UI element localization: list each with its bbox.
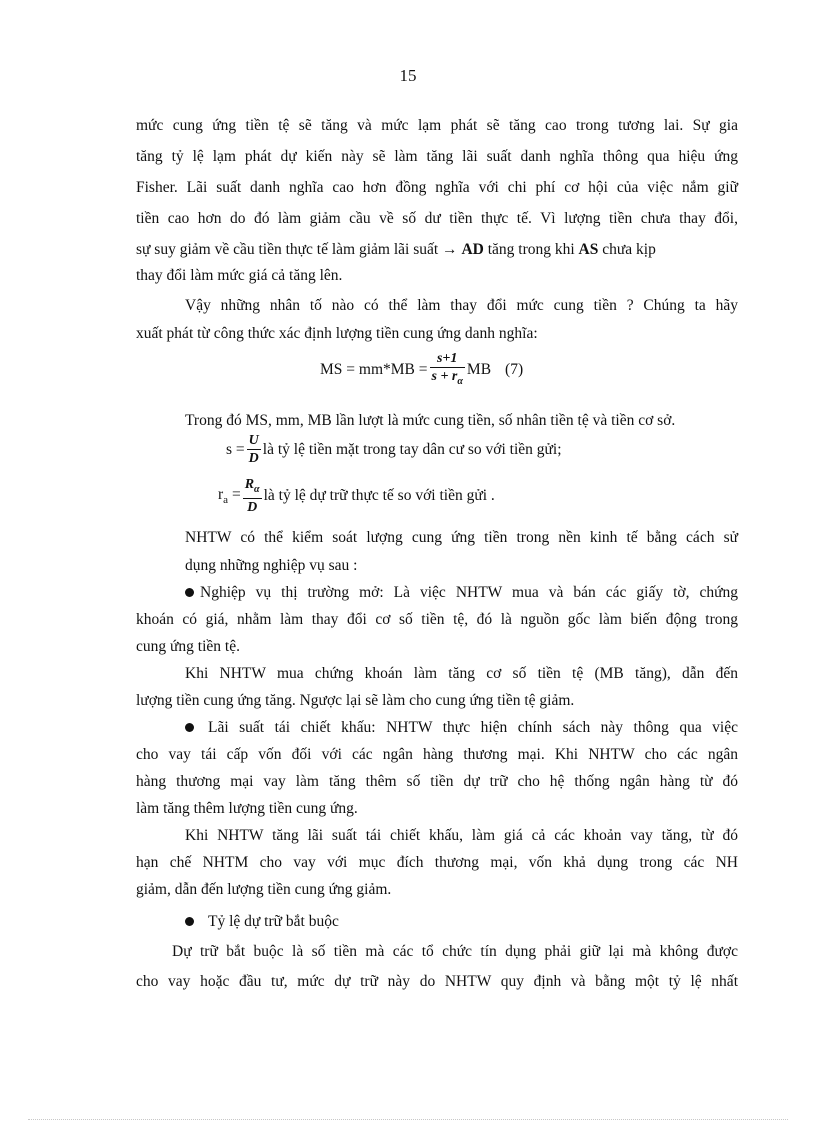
text-run: Tỷ lệ dự trữ bắt buộc xyxy=(208,913,339,930)
paragraph-line: cung ứng tiền tệ. xyxy=(136,638,240,655)
definition-lhs: s = xyxy=(226,440,245,458)
fraction-numerator: U xyxy=(248,433,259,448)
page-number: 15 xyxy=(399,66,417,85)
paragraph-line: Trong đó MS, mm, MB lần lượt là mức cung tiền, số nhân tiền tệ và tiền cơ sở. xyxy=(185,412,676,429)
paragraph-line: cho vay tái cấp vốn đối với các ngân hàng thương mại. Khi NHTW cho các ngân xyxy=(136,746,738,763)
text-run: Nghiệp vụ thị trường mở: Là việc NHTW mua và bán các giấy tờ, chứng xyxy=(200,584,738,601)
definition-fraction xyxy=(247,432,261,467)
paragraph-line xyxy=(185,912,738,932)
ad-bold: AD xyxy=(461,241,484,258)
paragraph-line xyxy=(136,240,738,260)
fraction-denominator: D xyxy=(247,499,258,515)
paragraph-line: cho vay hoặc đầu tư, mức dự trữ này do NHTW quy định và bằng một tỷ lệ nhất xyxy=(136,973,738,990)
paragraph-line xyxy=(185,718,738,738)
fraction-numerator: s+1 xyxy=(436,351,458,366)
bullet-icon xyxy=(185,723,194,732)
paragraph-line xyxy=(185,583,738,603)
paragraph-line: dụng những nghiệp vụ sau : xyxy=(185,557,358,574)
page-bottom-border xyxy=(28,1119,788,1120)
denominator-base: s + r xyxy=(431,369,458,384)
paragraph-line: hạn chế NHTM cho vay với mục đích thương mại, vốn khả dụng trong các NH xyxy=(136,854,738,871)
as-bold: AS xyxy=(578,241,599,258)
paragraph-line: làm tăng thêm lượng tiền cung ứng. xyxy=(136,800,358,817)
money-supply-equation xyxy=(320,350,523,390)
lhs-equals: = xyxy=(228,485,241,503)
paragraph-line: thay đổi làm mức giá cả tăng lên. xyxy=(136,267,343,284)
paragraph-line: Vậy những nhân tố nào có thể làm thay đổi mức cung tiền ? Chúng ta hãy xyxy=(185,297,738,314)
fraction-denominator xyxy=(430,368,465,390)
definition-fraction xyxy=(243,476,262,516)
definition-text: là tỷ lệ tiền mặt trong tay dân cư so với tiền gửi; xyxy=(262,440,562,458)
text-run: tăng trong khi xyxy=(483,241,579,258)
paragraph-line: Khi NHTW tăng lãi suất tái chiết khấu, làm giá cả các khoản vay tăng, từ đó xyxy=(185,827,738,844)
paragraph-line: Dự trữ bắt buộc là số tiền mà các tổ chức tín dụng phải giữ lại mà không được xyxy=(172,943,738,960)
paragraph-line: NHTW có thể kiểm soát lượng cung ứng tiền trong nền kinh tế bằng cách sử xyxy=(185,529,738,546)
definition-s xyxy=(226,432,562,467)
paragraph-line: tăng tỷ lệ lạm phát dự kiến này sẽ làm tăng lãi suất danh nghĩa thông qua hiệu ứng xyxy=(136,148,738,165)
definition-text: là tỷ lệ dự trữ thực tế so với tiền gửi . xyxy=(263,486,495,504)
numerator-base: R xyxy=(244,477,255,492)
paragraph-line: giảm, dẫn đến lượng tiền cung ứng giảm. xyxy=(136,881,392,898)
bullet-icon xyxy=(185,917,194,926)
paragraph-line: hàng thương mại vay làm tăng thêm số tiền dự trữ cho hệ thống ngân hàng từ đó xyxy=(136,773,738,790)
fraction-denominator: D xyxy=(248,451,259,466)
equation-label: (7) xyxy=(505,360,524,378)
paragraph-line: khoán có giá, nhằm làm thay đổi cơ số tiền tệ, đó là nguồn gốc làm biến động trong xyxy=(136,611,738,628)
paragraph-line: mức cung ứng tiền tệ sẽ tăng và mức lạm phát sẽ tăng cao trong tương lai. Sự gia xyxy=(136,117,738,134)
paragraph-line: tiền cao hơn do đó làm giảm cầu về số dư tiền thực tế. Vì lượng tiền chưa thay đổi, xyxy=(136,210,738,227)
paragraph-line: Khi NHTW mua chứng khoán làm tăng cơ số tiền tệ (MB tăng), dẫn đến xyxy=(185,665,738,682)
equation-fraction xyxy=(430,350,465,390)
definition-ra xyxy=(218,476,495,516)
definition-lhs xyxy=(218,486,241,506)
bullet-icon xyxy=(185,588,194,597)
denominator-subscript: α xyxy=(457,375,463,387)
paragraph-line: xuất phát từ công thức xác định lượng tiền cung ứng danh nghĩa: xyxy=(136,325,538,342)
paragraph-line: lượng tiền cung ứng tăng. Ngược lại sẽ làm cho cung ứng tiền tệ giảm. xyxy=(136,692,575,709)
lhs-base: r xyxy=(218,485,224,503)
equation-lhs: MS = mm*MB = xyxy=(320,360,428,378)
lhs-subscript: a xyxy=(223,493,229,506)
fraction-numerator xyxy=(243,476,262,498)
numerator-subscript: α xyxy=(254,483,260,495)
equation-mb: MB xyxy=(466,360,492,378)
paragraph-line: Fisher. Lãi suất danh nghĩa cao hơn đồng nghĩa với chi phí cơ hội của việc nắm giữ xyxy=(136,179,738,196)
text-run: Lãi suất tái chiết khấu: NHTW thực hiện chính sách này thông qua việc xyxy=(208,719,738,736)
text-run: chưa kịp xyxy=(598,241,656,258)
text-run: sự suy giảm về cầu tiền thực tế làm giảm lãi suất → xyxy=(136,241,462,258)
